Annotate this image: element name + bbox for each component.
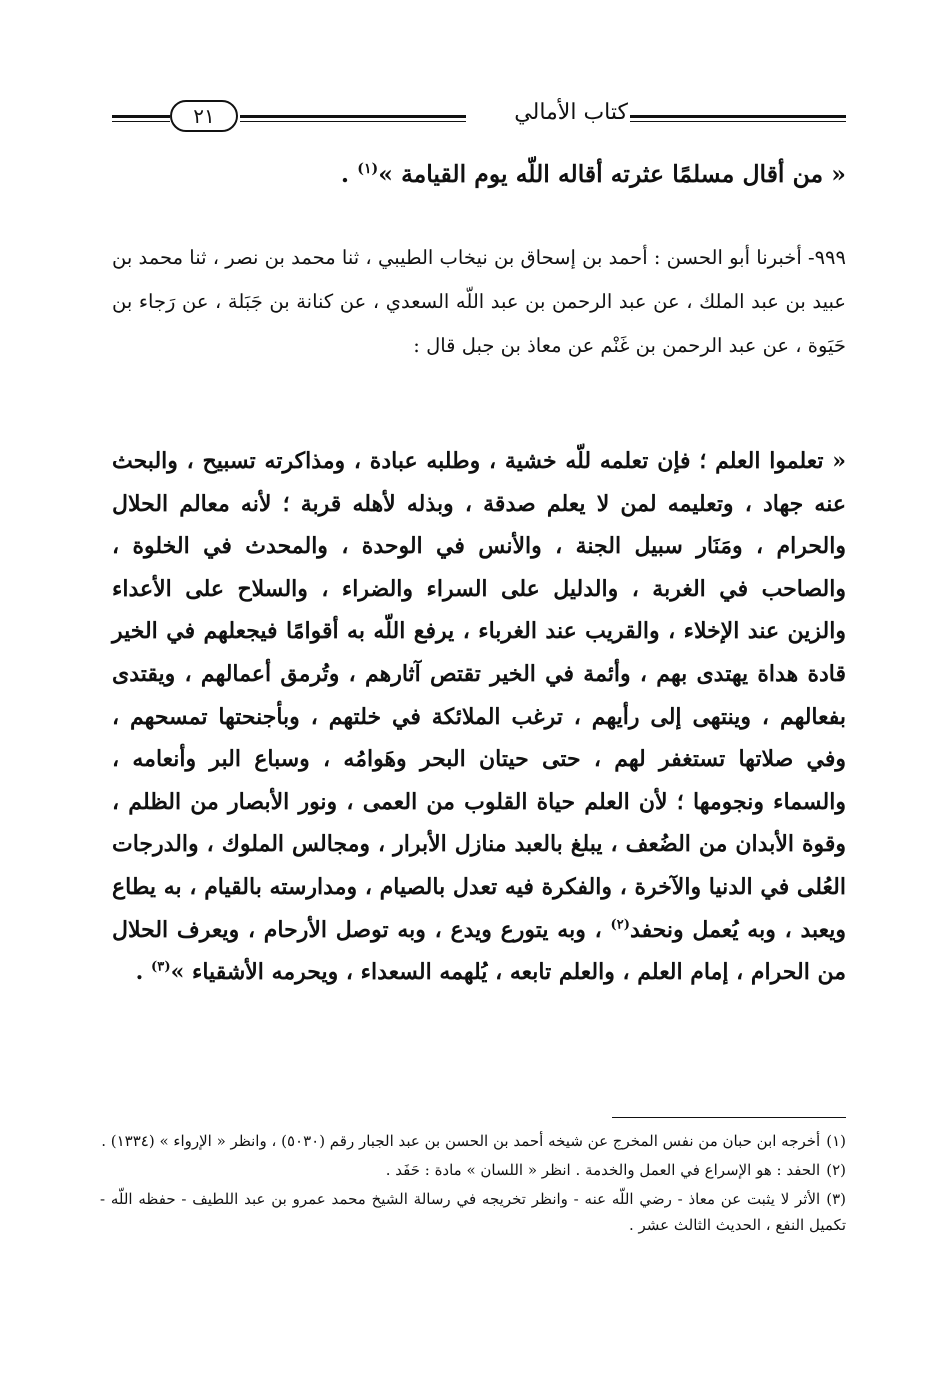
footnote-ref: (١) xyxy=(357,161,379,178)
footnote-ref: (٣) xyxy=(151,959,171,975)
hadith-end: . xyxy=(135,959,151,986)
footnote-text: الأثر لا يثبت عن معاذ - رضي اللّه عنه - وانظر تخريجه في رسالة الشيخ محمد عمرو بن عبد اللطيف - حفظه اللّه - تكميل النفع ، الحديث الثالث عشر . xyxy=(100,1190,846,1234)
lead-text: « من أقال مسلمًا عثرته أقاله اللّه يوم القيامة » xyxy=(378,160,846,188)
footnote xyxy=(100,1186,846,1238)
lead-hadith-line xyxy=(112,150,846,198)
header-rule xyxy=(630,115,846,118)
header-rule xyxy=(112,121,170,122)
footnote-number: (٣) xyxy=(826,1190,846,1208)
header-rule xyxy=(240,121,466,122)
footnote-text: الحفد : هو الإسراع في العمل والخدمة . انظر « اللسان » مادة : حَفَد . xyxy=(385,1161,821,1179)
footnote xyxy=(100,1128,846,1154)
running-header xyxy=(112,98,846,138)
hadith-text: ، وبه يتورع ويدع ، وبه توصل الأرحام ، ويعرف الحلال من الحرام ، إمام العلم ، والعلم تابعه ، يُلهمه السعداء ، ويحرمه الأشقياء » xyxy=(112,916,846,986)
lead-end: . xyxy=(340,160,358,188)
header-rule xyxy=(112,115,170,118)
footnote-number: (١) xyxy=(826,1132,846,1150)
header-rule xyxy=(630,121,846,122)
book-title: كتاب الأمالي xyxy=(514,100,628,125)
page-number: ٢١ xyxy=(170,100,238,132)
header-rule xyxy=(240,115,466,118)
footnote-number: (٢) xyxy=(826,1161,846,1179)
footnote-separator xyxy=(612,1117,846,1118)
isnad-paragraph: ٩٩٩- أخبرنا أبو الحسن : أحمد بن إسحاق بن نيخاب الطيبي ، ثنا محمد بن نصر ، ثنا محمد بن عبيد بن عبد الملك ، عن عبد الرحمن بن عبد اللّه السعدي ، عن كنانة بن جَبَلة ، عن رَجاء بن حَيَوة ، عن عبد الرحمن بن غَنْم عن معاذ بن جبل قال : xyxy=(112,246,846,357)
footnotes xyxy=(100,1128,846,1241)
footnote-text: أخرجه ابن حبان من نفس المخرج عن شيخه أحمد بن الحسن بن عبد الجبار رقم (٥٠٣٠) ، وانظر « الإرواء » (١٣٣٤) . xyxy=(101,1132,821,1150)
hadith-paragraph xyxy=(112,440,846,994)
footnote-ref: (٢) xyxy=(610,917,631,933)
footnote xyxy=(100,1157,846,1183)
hadith-text: « تعلموا العلم ؛ فإن تعلمه للّه خشية ، وطلبه عبادة ، ومذاكرته تسبيح ، والبحث عنه جهاد ، وتعليمه لمن لا يعلم صدقة ، وبذله لأهله قربة ؛ لأنه معالم الحلال والحرام ، ومَنَار سبيل الجنة ، والأنس في الوحدة ، والمحدث في الخلوة ، والصاحب في الغربة ، والدليل على السراء والضراء ، والسلاح على الأعداء والزين عند الإخلاء ، والقريب عند الغرباء ، يرفع اللّه به أقوامًا فيجعلهم في الخير قادة هداة يهتدى بهم ، وأئمة في الخير تقتص آثارهم ، وتُرمق أعمالهم ، ويقتدى بفعالهم ، وينتهى إلى رأيهم ، ترغب الملائكة في خلتهم ، وبأجنحتها تمسحهم ، وفي صلاتها تستغفر لهم ، حتى حيتان البحر وهَوامُه ، وسباع البر وأنعامه ، والسماء ونجومها ؛ لأن العلم حياة القلوب من العمى ، ونور الأبصار من الظلم ، وقوة الأبدان من الضُعف ، يبلغ بالعبد منازل الأبرار ، ومجالس الملوك ، والدرجات العُلى في الدنيا والآخرة ، والفكرة فيه تعدل بالصيام ، ومدارسته بالقيام ، به يطاع ويعبد ، وبه يُعمل ونحفد xyxy=(112,448,846,943)
